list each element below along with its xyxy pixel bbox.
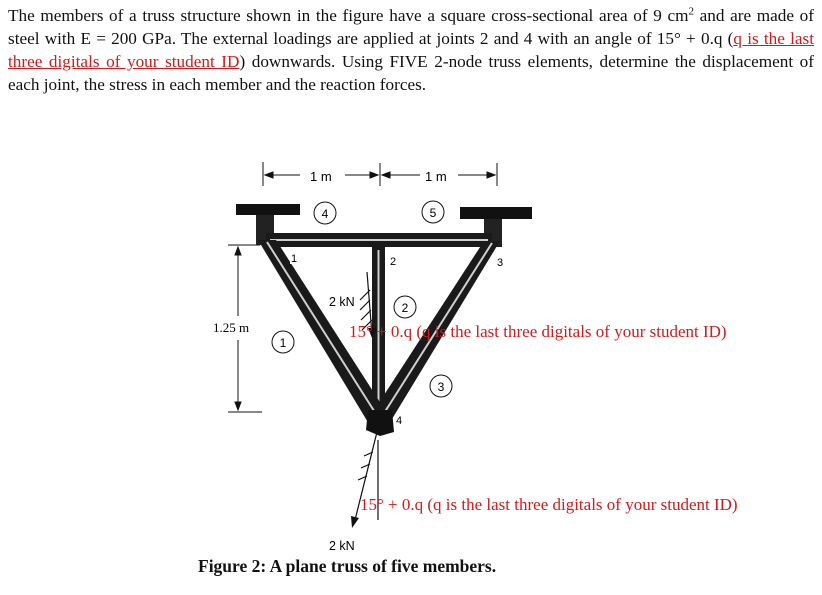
element-circle-4 — [314, 202, 336, 224]
angle-note-upper: 15° + 0.q (q is the last three digitals of your student ID) — [349, 322, 727, 341]
dim-top-right-label: 1 m — [425, 169, 447, 184]
angle-note-lower: 15° + 0.q (q is the last three digitals of your student ID) — [360, 495, 738, 514]
load-arrowhead-joint-4 — [351, 516, 359, 528]
element-circle-1 — [272, 331, 294, 353]
element-label-3: 3 — [437, 380, 445, 394]
student-id-link[interactable]: q is the last three digitals of your student ID — [8, 29, 814, 71]
element-label-2: 2 — [401, 301, 409, 315]
joint-4 — [366, 410, 394, 436]
node-label-4: 4 — [396, 415, 403, 427]
element-circle-3 — [430, 375, 452, 397]
node-label-2: 2 — [390, 256, 397, 268]
dim-height-label: 1.25 m — [213, 320, 250, 335]
problem-text-2: and are made of steel with E = 200 GPa. The external loadings are applied at joints 2 and 4 with an angle of 15° + 0.q ( — [8, 6, 815, 48]
node-label-1: 1 — [291, 253, 298, 265]
element-circle-5 — [422, 201, 444, 223]
figure-caption: Figure 2: A plane truss of five members. — [198, 556, 497, 576]
load-label-upper: 2 kN — [329, 295, 355, 309]
element-label-5: 5 — [429, 206, 437, 220]
element-label-4: 4 — [321, 207, 329, 221]
top-dimension — [263, 162, 497, 186]
dim-top-left-label: 1 m — [310, 169, 332, 184]
element-circle-2 — [394, 296, 416, 318]
top-members — [266, 233, 492, 247]
exponent: 2 — [688, 5, 694, 18]
problem-text-3: ) downwards. Using FIVE 2-node truss elements, determine the displacement of each joint, the stress in each member and the reaction forces. — [8, 52, 814, 94]
problem-text-1: The members of a truss structure shown in the figure have a square cross-sectional area of 9 cm — [8, 6, 689, 25]
node-label-3: 3 — [497, 257, 504, 269]
load-label-lower: 2 kN — [329, 539, 355, 553]
element-label-1: 1 — [279, 336, 287, 350]
